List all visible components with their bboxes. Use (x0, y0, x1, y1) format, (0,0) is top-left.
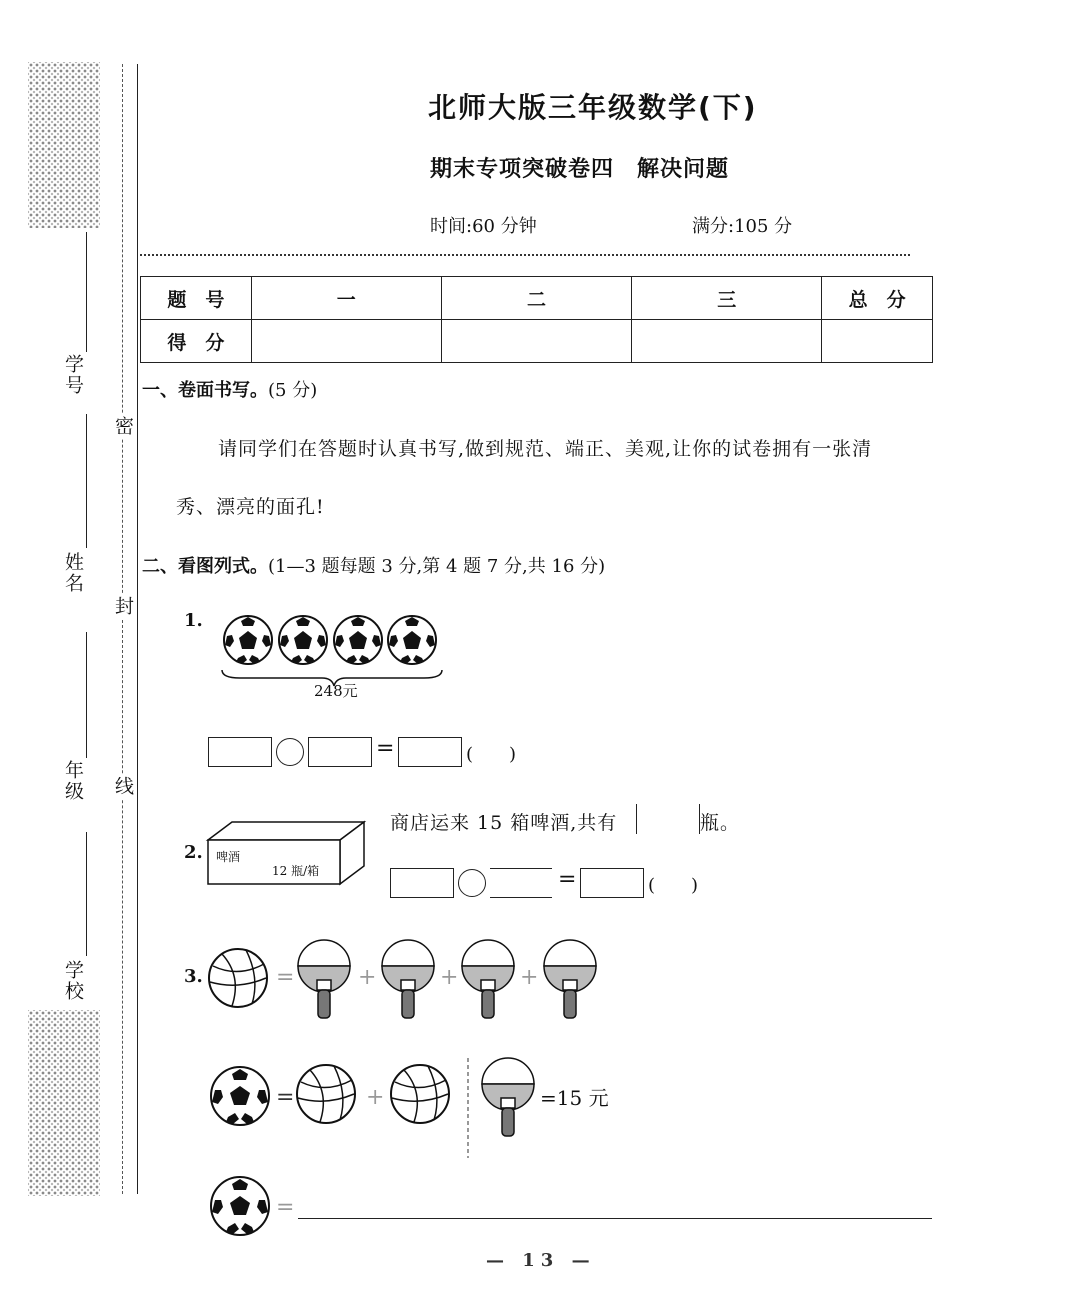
score-cell[interactable] (822, 320, 933, 363)
q3-row1-graphics (206, 932, 606, 1024)
sidebar-line-grade (86, 632, 87, 758)
score-header-cell: 二 (441, 277, 631, 320)
q2-unit-paren[interactable]: ( ) (648, 875, 699, 896)
q2-answer-box-2[interactable] (490, 868, 552, 898)
q3-answer-line[interactable] (298, 1218, 932, 1219)
basketball-icon (209, 949, 267, 1007)
full-score-label: 满分:105 分 (692, 216, 793, 237)
ping-pong-paddle-icon (482, 1058, 534, 1136)
q1-unit-paren[interactable]: ( ) (466, 744, 517, 765)
q3-number: 3. (184, 966, 203, 987)
seal-dashed-line (122, 64, 123, 1194)
q2-equals-sign: = (558, 867, 577, 892)
score-header-cell: 题 号 (141, 277, 252, 320)
q2-box-label-right: 12 瓶/箱 (272, 864, 320, 878)
binding-pattern-bottom (28, 1010, 100, 1196)
ping-pong-paddle-icon (298, 940, 350, 1018)
q3-plus-sign: + (366, 1085, 385, 1110)
soccer-ball-icon (224, 616, 272, 664)
seal-mi-label: 密 (110, 414, 137, 439)
sidebar-line-name (86, 414, 87, 548)
score-table-score-row (141, 320, 933, 363)
ping-pong-paddle-icon (382, 940, 434, 1018)
q2-number: 2. (184, 842, 203, 863)
score-table-header-row (141, 277, 933, 320)
q3-equals-sign: = (276, 1195, 295, 1220)
score-row-label: 得 分 (141, 320, 252, 363)
score-header-cell: 三 (632, 277, 822, 320)
q3-plus-sign: + (358, 965, 377, 990)
score-cell[interactable] (251, 320, 441, 363)
basketball-icon (391, 1065, 449, 1123)
page-subtitle: 期末专项突破卷四 解决问题 (430, 157, 730, 182)
time-label: 时间:60 分钟 (430, 216, 537, 237)
seal-feng-label: 封 (110, 594, 137, 619)
q2-text-before: 商店运来 15 箱啤酒,共有 (390, 812, 618, 834)
q1-number: 1. (184, 610, 203, 631)
q1-operator-circle[interactable] (276, 738, 304, 766)
q2-operator-circle[interactable] (458, 869, 486, 897)
sidebar-name-label: 姓名 (62, 552, 84, 594)
section2-heading (142, 552, 605, 578)
soccer-ball-icon (211, 1177, 269, 1235)
section1-heading (142, 376, 317, 402)
q3-equals-sign: = (276, 1085, 295, 1110)
margin-solid-line (137, 64, 138, 1194)
q1-answer-box-2[interactable] (308, 737, 372, 767)
sidebar-line-student-id (86, 232, 87, 352)
section1-points: (5 分) (268, 380, 318, 401)
basketball-icon (297, 1065, 355, 1123)
binding-pattern-top (28, 62, 100, 228)
section1-text-line1: 请同学们在答题时认真书写,做到规范、端正、美观,让你的试卷拥有一张清 (218, 438, 873, 460)
q3-row3-graphics (206, 1172, 316, 1244)
soccer-ball-icon (334, 616, 382, 664)
q1-answer-box-1[interactable] (208, 737, 272, 767)
q2-answer-box-3[interactable] (580, 868, 644, 898)
q3-equals-sign: = (276, 965, 295, 990)
section2-points: (1—3 题每题 3 分,第 4 题 7 分,共 16 分) (268, 556, 606, 577)
score-table (140, 276, 933, 363)
section2-title: 二、看图列式。 (142, 556, 268, 577)
sidebar-student-id-label: 学号 (62, 354, 84, 396)
soccer-ball-icon (211, 1067, 269, 1125)
sidebar-school-label: 学校 (62, 960, 84, 1002)
score-header-cell: 总 分 (822, 277, 933, 320)
header-dotted-divider (140, 254, 910, 256)
ping-pong-paddle-icon (544, 940, 596, 1018)
q3-plus-sign: + (440, 965, 459, 990)
q1-answer-box-3[interactable] (398, 737, 462, 767)
q2-answer-box-1[interactable] (390, 868, 454, 898)
score-cell[interactable] (441, 320, 631, 363)
score-cell[interactable] (632, 320, 822, 363)
q2-box-label-left: 啤酒 (216, 850, 241, 864)
sidebar-grade-label: 年级 (62, 760, 84, 802)
seal-xian-label: 线 (110, 774, 137, 799)
q1-price-label: 248元 (314, 682, 358, 700)
q1-equals-sign: = (376, 736, 395, 761)
section1-text-line2: 秀、漂亮的面孔! (176, 496, 325, 518)
soccer-ball-icon (279, 616, 327, 664)
sidebar-line-school (86, 832, 87, 956)
q3-price-label: =15 元 (540, 1086, 609, 1110)
score-header-cell: 一 (251, 277, 441, 320)
section1-title: 一、卷面书写。 (142, 380, 268, 401)
page-number: — 13 — (486, 1250, 596, 1271)
page-title: 北师大版三年级数学(下) (428, 91, 758, 124)
q2-blank[interactable] (636, 804, 700, 834)
soccer-ball-icon (388, 616, 436, 664)
q3-plus-sign: + (520, 965, 539, 990)
q2-text-after: 瓶。 (700, 812, 741, 834)
ping-pong-paddle-icon (462, 940, 514, 1018)
